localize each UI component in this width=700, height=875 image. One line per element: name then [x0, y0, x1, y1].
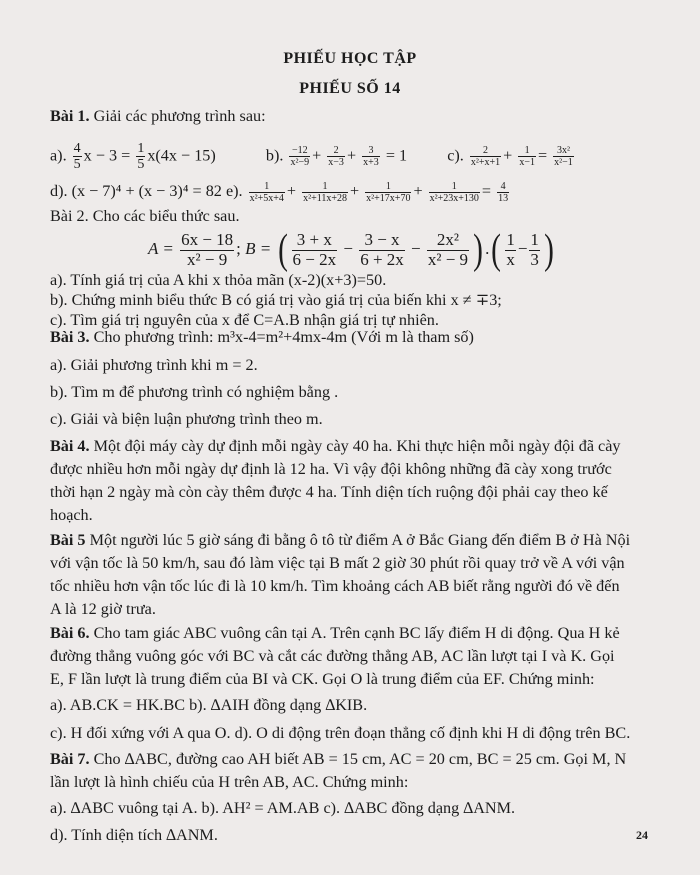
- exercise-7-line-2: lần lượt là hình chiếu của H trên AB, AC. Chứng minh:: [50, 773, 409, 791]
- exercise-7-d: d). Tính diện tích ∆ANM.: [50, 826, 218, 844]
- equation-text: = 1: [385, 146, 408, 165]
- exercise-3-b: b). Tìm m để phương trình có nghiệm bằng .: [50, 383, 339, 401]
- exercise-5-line-1: [50, 530, 630, 550]
- exercise-4-line-2: được nhiều hơn mỗi ngày dự định là 12 ha. Vì vậy đội không những đã cày xong trước: [50, 460, 612, 478]
- exercise-6-c: c). H đối xứng với A qua O. d). O di động trên đoạn thẳng cố định khi H di động trên BC.: [50, 724, 631, 742]
- exercise-2-label: Bài 2.: [50, 207, 89, 225]
- fraction: $\frac{3 - x}{6 + 2x}$: [360, 229, 404, 269]
- fraction: $\frac{1}{5}$: [137, 141, 145, 173]
- exercise-6-label: Bài 6.: [50, 624, 90, 642]
- fraction: $\frac{\text{3x²}}{\text{x²−1}}$: [554, 145, 573, 169]
- exercise-6-text: Cho tam giác ABC vuông cân tại A. Trên cạnh BC lấy điểm H di động. Qua H kẻ: [93, 624, 620, 642]
- exercise-2-a: a). Tính giá trị của A khi x thỏa mãn (x-2)(x+3)=50.: [50, 271, 387, 289]
- fraction: $\frac{3 + x}{6 - 2x}$: [292, 229, 337, 269]
- fraction: $\frac{3}{x+3}$: [363, 145, 379, 169]
- worksheet-title: PHIẾU HỌC TẬP: [283, 50, 417, 67]
- equation-text: x − 3 =: [83, 146, 131, 165]
- equation-text: A =: [148, 239, 174, 258]
- exercise-4-label: Bài 4.: [50, 437, 90, 455]
- fraction: $\frac{2}{\text{x²+x+1}}$: [470, 145, 501, 169]
- exercise-3-c: c). Giải và biện luận phương trình theo m.: [50, 410, 323, 428]
- equation-text: ;: [236, 239, 241, 258]
- fraction: $\frac{1}{\text{x²+5x+4}}$: [249, 181, 284, 204]
- fraction: $\frac{1}{3}$: [530, 229, 539, 269]
- exercise-5-line-3: tốc nhiều hơn vận tốc lúc đi là 10 km/h. Tìm khoảng cách AB biết rằng người đó về đến: [50, 577, 620, 595]
- worksheet-subtitle: PHIẾU SỐ 14: [299, 80, 401, 97]
- exercise-2-heading: [50, 206, 240, 226]
- item-e-label: e).: [225, 182, 243, 201]
- fraction: $\frac{4}{5}$: [73, 141, 81, 173]
- exercise-5-line-2: với vận tốc là 50 km/h, sau đó làm việc tại B mất 2 giờ 30 phút rồi quay trở về A với vận: [50, 554, 625, 572]
- exercise-1-text: Giải các phương trình sau:: [93, 107, 266, 125]
- exercise-4-line-3: thời hạn 2 ngày mà còn cày thêm được 4 ha. Tính diện tích ruộng đội phải cay theo kế: [50, 483, 608, 501]
- exercise-7-a: a). ∆ABC vuông tại A. b). AH² = AM.AB c). ∆ABC đồng dạng ∆ANM.: [50, 799, 516, 817]
- fraction: $\frac{1}{\text{x²+23x+130}}$: [429, 181, 479, 204]
- fraction: $\frac{1}{x-1}$: [519, 145, 535, 169]
- exercise-7-line-1: [50, 749, 626, 769]
- exercise-4-text: Một đội máy cày dự định mỗi ngày cày 40 ha. Khi thực hiện mỗi ngày đội đã cày: [93, 437, 621, 455]
- exercise-3-a: a). Giải phương trình khi m = 2.: [50, 356, 258, 374]
- exercise-7-label: Bài 7.: [50, 750, 90, 768]
- equation-text: B =: [245, 239, 272, 258]
- exercise-2-c: c). Tìm giá trị nguyên của x để C=A.B nhận giá trị tự nhiên.: [50, 311, 439, 329]
- fraction: $\frac{4}{13}$: [498, 181, 509, 204]
- fraction: $\frac{2}{x-3}$: [328, 145, 344, 169]
- fraction: $\frac{-12}{\text{x²−9}}$: [290, 145, 310, 169]
- exercise-5-line-4: A là 12 giờ trưa.: [50, 600, 156, 618]
- page-number: 24: [636, 828, 648, 842]
- fraction: $\frac{6x - 18}{\text{x² − 9}}$: [181, 229, 234, 269]
- exercise-6-a: a). AB.CK = HK.BC b). ∆AIH đồng dạng ∆KIB.: [50, 696, 368, 714]
- exercise-2-b: b). Chứng minh biểu thức B có giá trị vào giá trị của biến khi x ≠ ∓3;: [50, 291, 502, 309]
- exercise-3-heading: [50, 327, 474, 347]
- exercise-6-line-3: E, F lần lượt là trung điểm của BI và CK. Gọi O là trung điểm của EF. Chứng minh:: [50, 670, 595, 688]
- equation-text: (x − 7)⁴ + (x − 3)⁴ = 82: [71, 182, 222, 201]
- item-d-label: d).: [50, 182, 68, 201]
- exercise-4-line-4: hoạch.: [50, 506, 93, 524]
- item-c-label: c).: [447, 146, 464, 165]
- exercise-1-heading: [50, 106, 266, 126]
- item-a-label: a).: [50, 146, 67, 165]
- exercise-1-row-de: d). (x − 7)⁴ + (x − 3)⁴ = 82 e). $\frac{1}{\text{x²+5x+4}}$ + $\frac{1}{\text{x²+11x+28}}$ + $\frac{1}{\text{x²+17x+70}}$ + $\frac{1}{\text{x²+23x+130}}$ = $\frac{4}{13}$: [50, 181, 509, 204]
- fraction: $\frac{1}{\text{x²+17x+70}}$: [366, 181, 411, 204]
- exercise-4-line-1: [50, 436, 621, 456]
- fraction: $\frac{1}{\text{x²+11x+28}}$: [303, 181, 347, 204]
- exercise-6-line-1: [50, 623, 620, 643]
- exercise-7-text: Cho ∆ABC, đường cao AH biết AB = 15 cm, AC = 20 cm, BC = 25 cm. Gọi M, N: [93, 750, 627, 768]
- item-b-label: b).: [265, 146, 284, 165]
- fraction: $\frac{1}{x}$: [506, 229, 515, 269]
- exercise-1-row-abc: a). $\frac{4}{5}$ x − 3 = $\frac{1}{5}$ x(4x − 15) b). $\frac{-12}{\text{x²−9}}$ + $\frac{2}{x-3}$ + $\frac{3}{x+3}$ = 1 c). $\frac{2}{\text{x²+x+1}}$ + $\frac{1}{x-1}$ = $\frac{\text{3x²}}{\text{x²−1}}$: [50, 141, 573, 173]
- exercise-2-formula: A = $\frac{6x - 18}{\text{x² − 9}}$ ; B = ( $\frac{3 + x}{6 - 2x}$ − $\frac{3 - x}{6 + 2x}$ − $\frac{\text{2x²}}{\text{x² − 9}}$ ) .( $\frac{1}{x}$ − $\frac{1}{3}$ ): [148, 227, 554, 274]
- exercise-2-text: Cho các biểu thức sau.: [92, 207, 240, 225]
- exercise-1-label: Bài 1.: [50, 107, 90, 125]
- fraction: $\frac{\text{2x²}}{\text{x² − 9}}$: [427, 229, 469, 269]
- exercise-5-label: Bài 5: [50, 531, 86, 549]
- equation-text: x(4x − 15): [147, 146, 216, 165]
- exercise-5-text: Một người lúc 5 giờ sáng đi bằng ô tô từ điểm A ở Bắc Giang đến điểm B ở Hà Nội: [89, 531, 631, 549]
- exercise-6-line-2: đường thẳng vuông góc với BC và cắt các đường thẳng AB, AC lần lượt tại I và K. Gọi: [50, 647, 615, 665]
- exercise-3-label: Bài 3.: [50, 328, 90, 346]
- exercise-3-text: Cho phương trình: m³x-4=m²+4mx-4m (Với m là tham số): [93, 328, 474, 346]
